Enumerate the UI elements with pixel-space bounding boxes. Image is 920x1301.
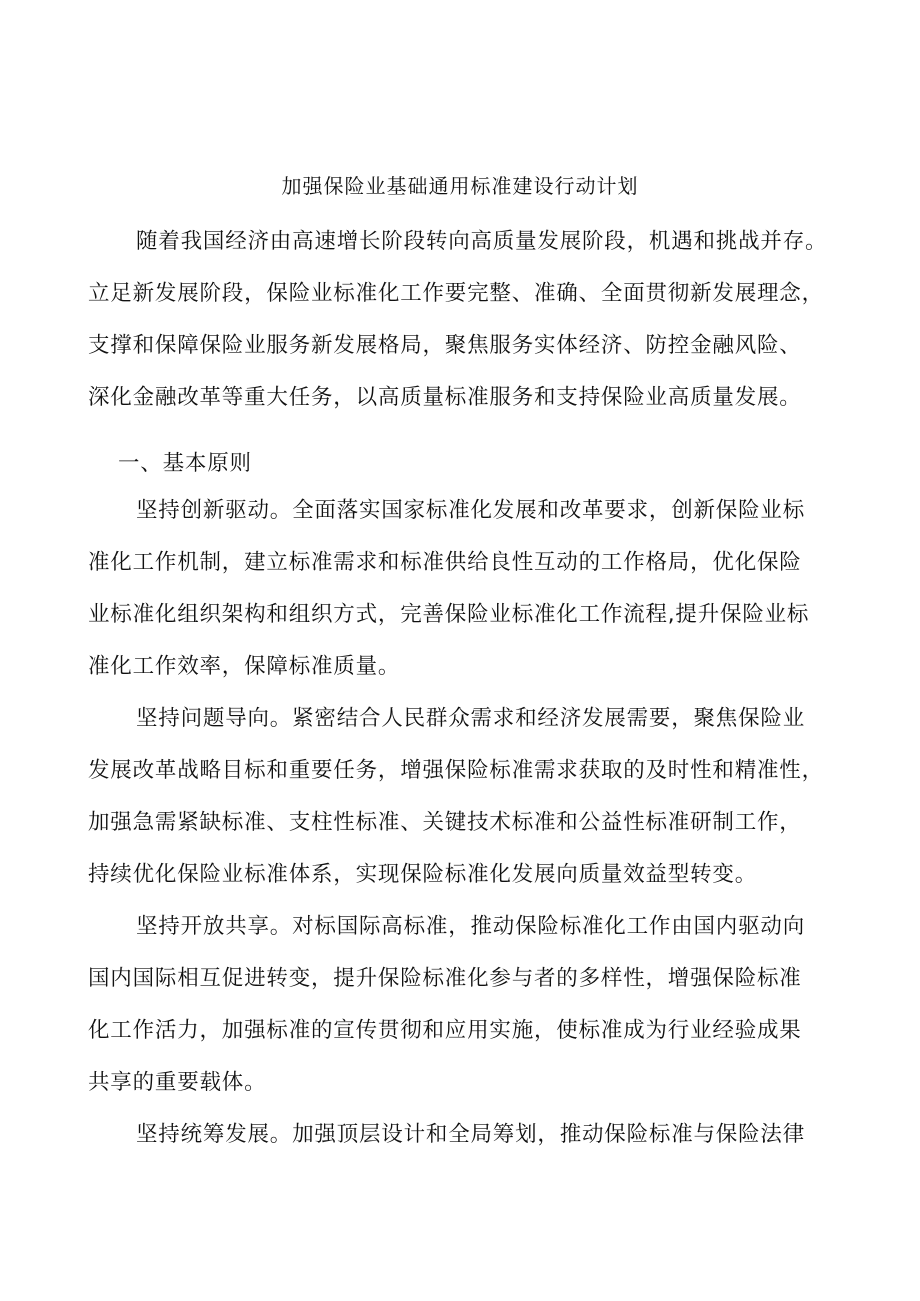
principle-3-line-4: 共享的重要载体。 (88, 1070, 267, 1095)
principle-2-line-4: 持续优化保险业标准体系，实现保险标准化发展向质量效益型转变。 (88, 862, 758, 887)
principle-3-line-3: 化工作活力，加强标准的宣传贯彻和应用实施，使标准成为行业经验成果 (88, 1018, 802, 1043)
principle-4-line-1: 坚持统筹发展。加强顶层设计和全局筹划，推动保险标准与保险法律 (136, 1122, 806, 1147)
principle-3-line-2: 国内国际相互促进转变，提升保险标准化参与者的多样性，增强保险标准 (88, 966, 802, 991)
principle-3-line-1: 坚持开放共享。对标国际高标准，推动保险标准化工作由国内驱动向 (136, 914, 806, 939)
principle-1-line-2: 准化工作机制，建立标准需求和标准供给良性互动的工作格局，优化保险 (88, 550, 802, 575)
document-title: 加强保险业基础通用标准建设行动计划 (281, 174, 639, 198)
principle-2-line-2: 发展改革战略目标和重要任务，增强保险标准需求获取的及时性和精准性， (88, 758, 824, 783)
principle-1-line-4: 准化工作效率，保障标准质量。 (88, 654, 401, 679)
principle-1-line-3: 业标准化组织架构和组织方式，完善保险业标准化工作流程,提升保险业标 (88, 602, 810, 627)
intro-line-1: 随着我国经济由高速增长阶段转向高质量发展阶段，机遇和挑战并存。 (136, 229, 828, 254)
principle-1-line-1: 坚持创新驱动。全面落实国家标准化发展和改革要求，创新保险业标 (136, 498, 806, 523)
intro-line-3: 支撑和保障保险业服务新发展格局，聚焦服务实体经济、防控金融风险、 (88, 333, 802, 358)
principle-2-line-1: 坚持问题导向。紧密结合人民群众需求和经济发展需要，聚焦保险业 (136, 706, 806, 731)
intro-line-4: 深化金融改革等重大任务，以高质量标准服务和支持保险业高质量发展。 (88, 385, 802, 410)
intro-line-2: 立足新发展阶段，保险业标准化工作要完整、准确、全面贯彻新发展理念， (88, 281, 824, 306)
principle-2-line-3: 加强急需紧缺标准、支柱性标准、关键技术标准和公益性标准研制工作， (88, 810, 802, 835)
section-heading: 一、基本原则 (118, 451, 252, 476)
